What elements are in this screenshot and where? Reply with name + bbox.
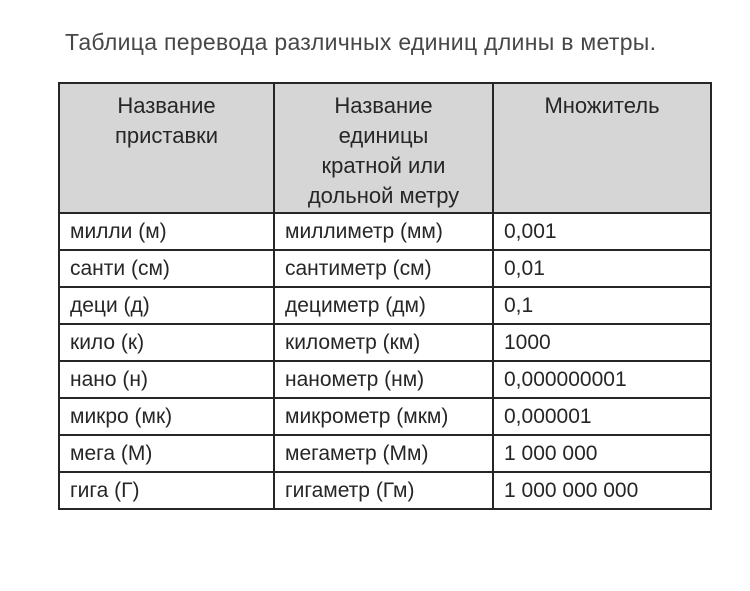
unit-cell: гигаметр (Гм) bbox=[274, 472, 493, 509]
multiplier-cell: 0,1 bbox=[493, 287, 711, 324]
column-header-multiplier bbox=[493, 83, 711, 213]
slide bbox=[0, 29, 750, 591]
length-units-conversion-table bbox=[58, 82, 712, 510]
prefix-cell: милли (м) bbox=[59, 213, 274, 250]
table-row bbox=[59, 287, 711, 324]
prefix-cell: гига (Г) bbox=[59, 472, 274, 509]
column-header-unit-name bbox=[274, 83, 493, 213]
prefix-cell: микро (мк) bbox=[59, 398, 274, 435]
unit-cell: сантиметр (см) bbox=[274, 250, 493, 287]
prefix-cell: нано (н) bbox=[59, 361, 274, 398]
multiplier-cell: 1000 bbox=[493, 324, 711, 361]
multiplier-cell: 0,000001 bbox=[493, 398, 711, 435]
column-header-label: Название приставки bbox=[114, 93, 219, 148]
prefix-cell: деци (д) bbox=[59, 287, 274, 324]
unit-cell: дециметр (дм) bbox=[274, 287, 493, 324]
multiplier-cell: 1 000 000 bbox=[493, 435, 711, 472]
multiplier-cell: 0,001 bbox=[493, 213, 711, 250]
table-row bbox=[59, 213, 711, 250]
table-row bbox=[59, 398, 711, 435]
table-row bbox=[59, 435, 711, 472]
multiplier-cell: 1 000 000 000 bbox=[493, 472, 711, 509]
unit-cell: мегаметр (Мм) bbox=[274, 435, 493, 472]
column-header-prefix-name bbox=[59, 83, 274, 213]
multiplier-cell: 0,000000001 bbox=[493, 361, 711, 398]
table-row bbox=[59, 250, 711, 287]
page-title: Таблица перевода различных единиц длины в метры. bbox=[65, 29, 657, 55]
table-row bbox=[59, 472, 711, 509]
unit-cell: нанометр (нм) bbox=[274, 361, 493, 398]
table-row bbox=[59, 361, 711, 398]
unit-cell: микрометр (мкм) bbox=[274, 398, 493, 435]
prefix-cell: санти (см) bbox=[59, 250, 274, 287]
prefix-cell: мега (М) bbox=[59, 435, 274, 472]
table-row bbox=[59, 324, 711, 361]
unit-cell: километр (км) bbox=[274, 324, 493, 361]
column-header-label: Название единицы кратной или дольной метру bbox=[307, 93, 460, 208]
prefix-cell: кило (к) bbox=[59, 324, 274, 361]
column-header-label: Множитель bbox=[544, 93, 660, 118]
header-row bbox=[59, 83, 711, 213]
unit-cell: миллиметр (мм) bbox=[274, 213, 493, 250]
table-body bbox=[59, 213, 711, 509]
multiplier-cell: 0,01 bbox=[493, 250, 711, 287]
